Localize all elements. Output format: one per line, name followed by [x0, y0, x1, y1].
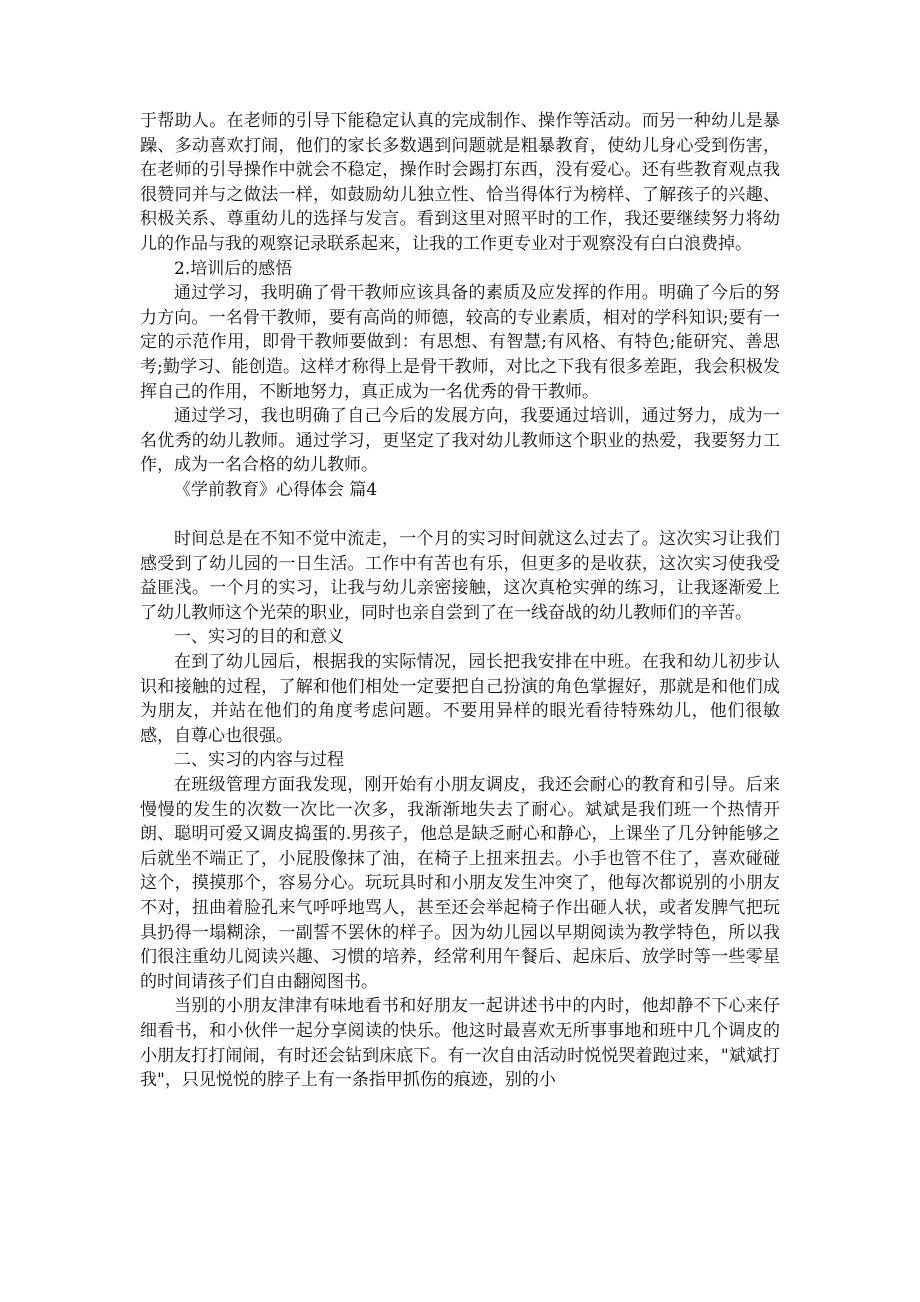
- blank-line: [140, 503, 780, 528]
- heading-training-reflection: 2.培训后的感悟: [174, 258, 293, 279]
- heading-internship-content: 二、实习的内容与过程: [174, 750, 344, 771]
- heading-article-4: 《学前教育》心得体会 篇4: [174, 479, 378, 500]
- paragraph-internship-intro: 时间总是在不知不觉中流走，一个月的实习时间就这么过去了。这次实习让我们感受到了幼儿园的一日生活。工作中有苦也有乐，但更多的是收获，这次实习使我受益匪浅。一个月的实习，让我与幼儿亲密接触，这次真枪实弹的练习，让我逐渐爱上了幼儿教师这个光荣的职业，同时也亲自尝到了在一线奋战的幼儿教师们的辛苦。: [140, 529, 780, 623]
- heading-internship-purpose: 一、实习的目的和意义: [174, 627, 344, 648]
- paragraph-internship-purpose: 在到了幼儿园后，根据我的实际情况，园长把我安排在中班。在我和幼儿初步认识和接触的过程，了解和他们相处一定要把自己扮演的角色掌握好，那就是和他们成为朋友，并站在他们的角度考虑问题。不要用异样的眼光看待特殊幼儿，他们很敏感，自尊心也很强。: [140, 652, 780, 746]
- paragraph-backbone-teacher: 通过学习，我明确了骨干教师应该具备的素质及应发挥的作用。明确了今后的努力方向。一名骨干教师，要有高尚的师德，较高的专业素质，相对的学科知识;要有一定的示范作用，即骨干教师要做到：有思想、有智慧;有风格、有特色;能研究、善思考;勤学习、能创造。这样才称得上是骨干教师，对比之下我有很多差距，我会积极发挥自己的作用，不断地努力，真正成为一名优秀的骨干教师。: [140, 283, 780, 402]
- paragraph-class-management: 在班级管理方面我发现，刚开始有小朋友调皮，我还会耐心的教育和引导。后来慢慢的发生的次数一次比一次多，我渐渐地失去了耐心。斌斌是我们班一个热情开朗、聪明可爱又调皮捣蛋的.男孩子，他总是缺乏耐心和静心，上课坐了几分钟能够之后就坐不端正了，小屁股像抹了油，在椅子上扭来扭去。小手也管不住了，喜欢碰碰这个，摸摸那个，容易分心。玩玩具时和小朋友发生冲突了，他每次都说别的小朋友不对，扭曲着脸孔来气呼呼地骂人，甚至还会举起椅子作出砸人状，或者发脾气把玩具扔得一塌糊涂，一副誓不罢休的样子。因为幼儿园以早期阅读为教学特色，所以我们很注重幼儿阅读兴趣、习惯的培养，经常利用午餐后、起床后、放学时等一些零星的时间请孩子们自由翻阅图书。: [140, 775, 780, 992]
- document-page: [140, 109, 780, 1093]
- paragraph-reading-time: 当别的小朋友津津有味地看书和好朋友一起讲述书中的内时，他却静不下心来仔细看书，和小伙伴一起分享阅读的快乐。他这时最喜欢无所事事地和班中几个调皮的小朋友打打闹闹，有时还会钻到床底下。有一次自由活动时悦悦哭着跑过来，"斌斌打我"，只见悦悦的脖子上有一条指甲抓伤的痕迹，别的小: [140, 996, 780, 1091]
- paragraph-continuation: 于帮助人。在老师的引导下能稳定认真的完成制作、操作等活动。而另一种幼儿是暴躁、多动喜欢打闹，他们的家长多数遇到问题就是粗暴教育，使幼儿身心受到伤害，在老师的引导操作中就会不稳定，操作时会踢打东西，没有爱心。还有些教育观点我很赞同并与之做法一样，如鼓励幼儿独立性、恰当得体行为榜样、了解孩子的兴趣、积极关系、尊重幼儿的选择与发言。看到这里对照平时的工作，我还要继续努力将幼儿的作品与我的观察记录联系起来，让我的工作更专业对于观察没有白白浪费掉。: [140, 111, 780, 254]
- paragraph-development-direction: 通过学习，我也明确了自己今后的发展方向，我要通过培训，通过努力，成为一名优秀的幼儿教师。通过学习，更坚定了我对幼儿教师这个职业的热爱，我要努力工作，成为一名合格的幼儿教师。: [140, 406, 780, 476]
